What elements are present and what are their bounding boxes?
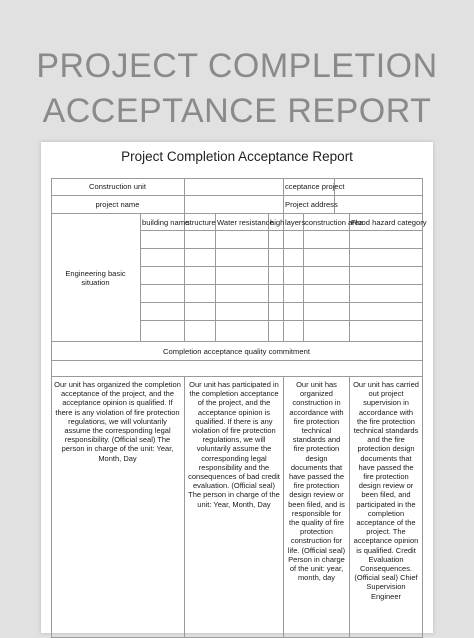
engineering-data-cell[interactable]	[304, 303, 350, 321]
engineering-data-cell[interactable]	[269, 267, 284, 285]
engineering-data-cell[interactable]	[269, 321, 284, 342]
engineering-data-cell[interactable]	[304, 249, 350, 267]
engineering-data-cell[interactable]	[350, 249, 423, 267]
construction-unit-value[interactable]	[185, 178, 284, 196]
statement-construction-contractor: Our unit has organized construction in accordance with fire protection technical standards and fire protection design documents that have passed the fire protection design review or been filed, and is responsible for the quality of fire protection construction for life. (Official seal) Person in charge of the unit: year, month, day	[284, 377, 350, 638]
engineering-data-cell[interactable]	[269, 249, 284, 267]
engineering-data-cell[interactable]	[216, 267, 269, 285]
engineering-data-cell[interactable]	[269, 231, 284, 249]
document-title: Project Completion Acceptance Report	[121, 149, 353, 164]
engineering-data-cell[interactable]	[350, 231, 423, 249]
engineering-data-cell[interactable]	[141, 231, 185, 249]
engineering-data-cell[interactable]	[216, 303, 269, 321]
completion-commitment-label: Completion acceptance quality commitment	[51, 342, 423, 361]
engineering-data-cell[interactable]	[304, 285, 350, 303]
statement-design-unit: Our unit has participated in the completion acceptance of the project, and the acceptance opinion is qualified. If there is any violation of fire protection regulations, we will voluntarily assume the corresponding legal responsibility and the consequences of bad credit evaluation. (Official seal) The person in charge of the unit: Year, Month, Day	[185, 377, 284, 638]
banner-title-line-2: ACCEPTANCE REPORT	[42, 92, 432, 130]
engineering-data-cell[interactable]	[350, 285, 423, 303]
engineering-data-cell[interactable]	[269, 303, 284, 321]
banner-title	[0, 44, 474, 134]
engineering-data-cell[interactable]	[141, 321, 185, 342]
engineering-data-cell[interactable]	[304, 267, 350, 285]
engineering-data-cell[interactable]	[350, 321, 423, 342]
column-header-construction-area: construction area	[304, 214, 350, 231]
engineering-data-cell[interactable]	[350, 303, 423, 321]
engineering-data-cell[interactable]	[284, 321, 304, 342]
engineering-data-cell[interactable]	[185, 303, 216, 321]
engineering-data-cell[interactable]	[185, 285, 216, 303]
engineering-data-cell[interactable]	[141, 303, 185, 321]
project-name-value[interactable]	[185, 196, 284, 214]
engineering-data-cell[interactable]	[350, 267, 423, 285]
column-header-flood-hazard-category: Flood hazard category	[350, 214, 423, 231]
statement-construction-unit: Our unit has organized the completion acceptance of the project, and the acceptance opinion is qualified. If there is any violation of fire protection regulations, we will voluntarily assume the corresponding legal responsibility. (Official seal) The person in charge of the unit: Year, Month, Day	[51, 377, 185, 638]
engineering-data-cell[interactable]	[284, 267, 304, 285]
acceptance-project-value[interactable]	[335, 178, 423, 196]
engineering-data-cell[interactable]	[141, 267, 185, 285]
column-header-building-name: building name	[141, 214, 185, 231]
statement-supervision-unit: Our unit has carried out project supervision in accordance with the fire protection technical standards and the fire protection design documents that have passed the fire protection design review or been filed, and participated in the completion acceptance of the project. The acceptance opinion is qualified. Credit Evaluation Consequences. (Official seal) Chief Supervision Engineer	[350, 377, 423, 638]
engineering-data-cell[interactable]	[216, 249, 269, 267]
engineering-data-cell[interactable]	[284, 231, 304, 249]
engineering-data-cell[interactable]	[284, 285, 304, 303]
engineering-data-cell[interactable]	[216, 231, 269, 249]
engineering-data-cell[interactable]	[185, 249, 216, 267]
report-sheet	[41, 142, 433, 633]
project-address-label: Project address	[284, 196, 335, 214]
engineering-data-cell[interactable]	[216, 285, 269, 303]
construction-unit-label: Construction unit	[51, 178, 185, 196]
project-address-value[interactable]	[335, 196, 423, 214]
spacer-row	[51, 361, 423, 377]
engineering-data-cell[interactable]	[304, 231, 350, 249]
engineering-data-cell[interactable]	[141, 285, 185, 303]
engineering-data-cell[interactable]	[216, 321, 269, 342]
column-header-water-resistance: Water resistance	[216, 214, 269, 231]
engineering-basic-situation-label: Engineering basic situation	[51, 214, 141, 342]
engineering-data-cell[interactable]	[185, 231, 216, 249]
engineering-data-cell[interactable]	[284, 249, 304, 267]
acceptance-project-label: cceptance project	[284, 178, 335, 196]
column-header-layers: layers	[284, 214, 304, 231]
engineering-data-cell[interactable]	[185, 267, 216, 285]
column-header-high: high	[269, 214, 284, 231]
banner-title-line-1: PROJECT COMPLETION	[36, 47, 438, 85]
column-header-structure: structure	[185, 214, 216, 231]
engineering-data-cell[interactable]	[269, 285, 284, 303]
engineering-data-cell[interactable]	[284, 303, 304, 321]
engineering-data-cell[interactable]	[185, 321, 216, 342]
project-name-label: project name	[51, 196, 185, 214]
engineering-data-cell[interactable]	[141, 249, 185, 267]
engineering-data-cell[interactable]	[304, 321, 350, 342]
